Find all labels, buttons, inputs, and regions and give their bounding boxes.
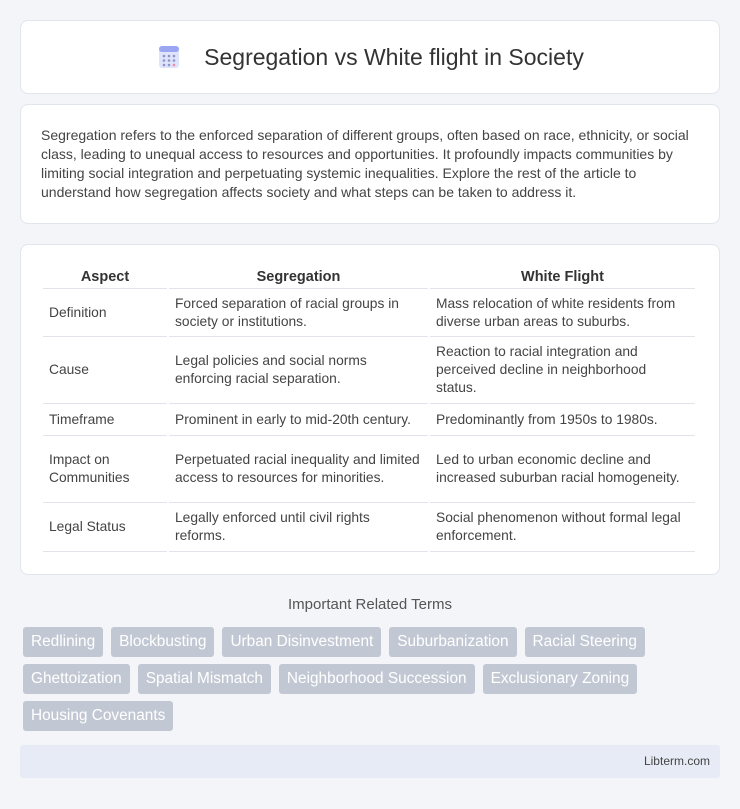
table-row xyxy=(43,503,695,552)
column-header-aspect: Aspect xyxy=(43,265,167,289)
intro-card xyxy=(20,104,720,224)
white-flight-cell: Led to urban economic decline and increased suburban racial homogeneity. xyxy=(430,436,695,503)
related-term-tag[interactable]: Suburbanization xyxy=(389,627,516,657)
table-row xyxy=(43,289,695,337)
white-flight-cell: Mass relocation of white residents from diverse urban areas to suburbs. xyxy=(430,289,695,337)
footer-site-link[interactable]: Libterm.com xyxy=(643,754,710,768)
related-term-tag[interactable]: Neighborhood Succession xyxy=(279,664,475,694)
segregation-cell: Prominent in early to mid-20th century. xyxy=(169,404,428,436)
aspect-cell: Definition xyxy=(43,289,167,337)
document-icon xyxy=(156,44,182,70)
related-term-tag[interactable]: Housing Covenants xyxy=(23,701,173,731)
white-flight-cell: Predominantly from 1950s to 1980s. xyxy=(430,404,695,436)
segregation-cell: Legal policies and social norms enforcing racial separation. xyxy=(169,337,428,404)
related-term-tag[interactable]: Racial Steering xyxy=(525,627,645,657)
aspect-cell: Timeframe xyxy=(43,404,167,436)
related-term-tag[interactable]: Spatial Mismatch xyxy=(138,664,271,694)
segregation-cell: Forced separation of racial groups in society or institutions. xyxy=(169,289,428,337)
white-flight-cell: Reaction to racial integration and perceived decline in neighborhood status. xyxy=(430,337,695,404)
footer xyxy=(20,745,720,778)
title-card xyxy=(20,20,720,94)
table-row xyxy=(43,337,695,404)
related-term-tag[interactable]: Ghettoization xyxy=(23,664,130,694)
related-term-tag[interactable]: Redlining xyxy=(23,627,103,657)
related-term-tag[interactable]: Exclusionary Zoning xyxy=(483,664,638,694)
column-header-segregation: Segregation xyxy=(169,265,428,289)
page-title: Segregation vs White flight in Society xyxy=(204,43,584,70)
white-flight-cell: Social phenomenon without formal legal enforcement. xyxy=(430,503,695,552)
column-header-white-flight: White Flight xyxy=(430,265,695,289)
table-row xyxy=(43,436,695,503)
aspect-cell: Legal Status xyxy=(43,503,167,552)
table-row xyxy=(43,404,695,436)
segregation-cell: Perpetuated racial inequality and limited access to resources for minorities. xyxy=(169,436,428,503)
related-terms-heading: Important Related Terms xyxy=(288,596,452,613)
aspect-cell: Impact on Communities xyxy=(43,436,167,503)
aspect-cell: Cause xyxy=(43,337,167,404)
related-term-tag[interactable]: Blockbusting xyxy=(111,627,214,657)
related-term-tag[interactable]: Urban Disinvestment xyxy=(222,627,381,657)
comparison-table xyxy=(41,265,697,552)
related-terms-list xyxy=(23,627,723,731)
comparison-card xyxy=(20,244,720,575)
intro-text: Segregation refers to the enforced separation of different groups, often based on race, ethnicity, or social class, leading to unequal access to resources and opportunities. It profoundly impacts communities by limiting social integration and perpetuating systemic inequalities. Explore the rest of the article to understand how segregation affects society and what steps can be taken to address it. xyxy=(41,127,689,200)
segregation-cell: Legally enforced until civil rights reforms. xyxy=(169,503,428,552)
